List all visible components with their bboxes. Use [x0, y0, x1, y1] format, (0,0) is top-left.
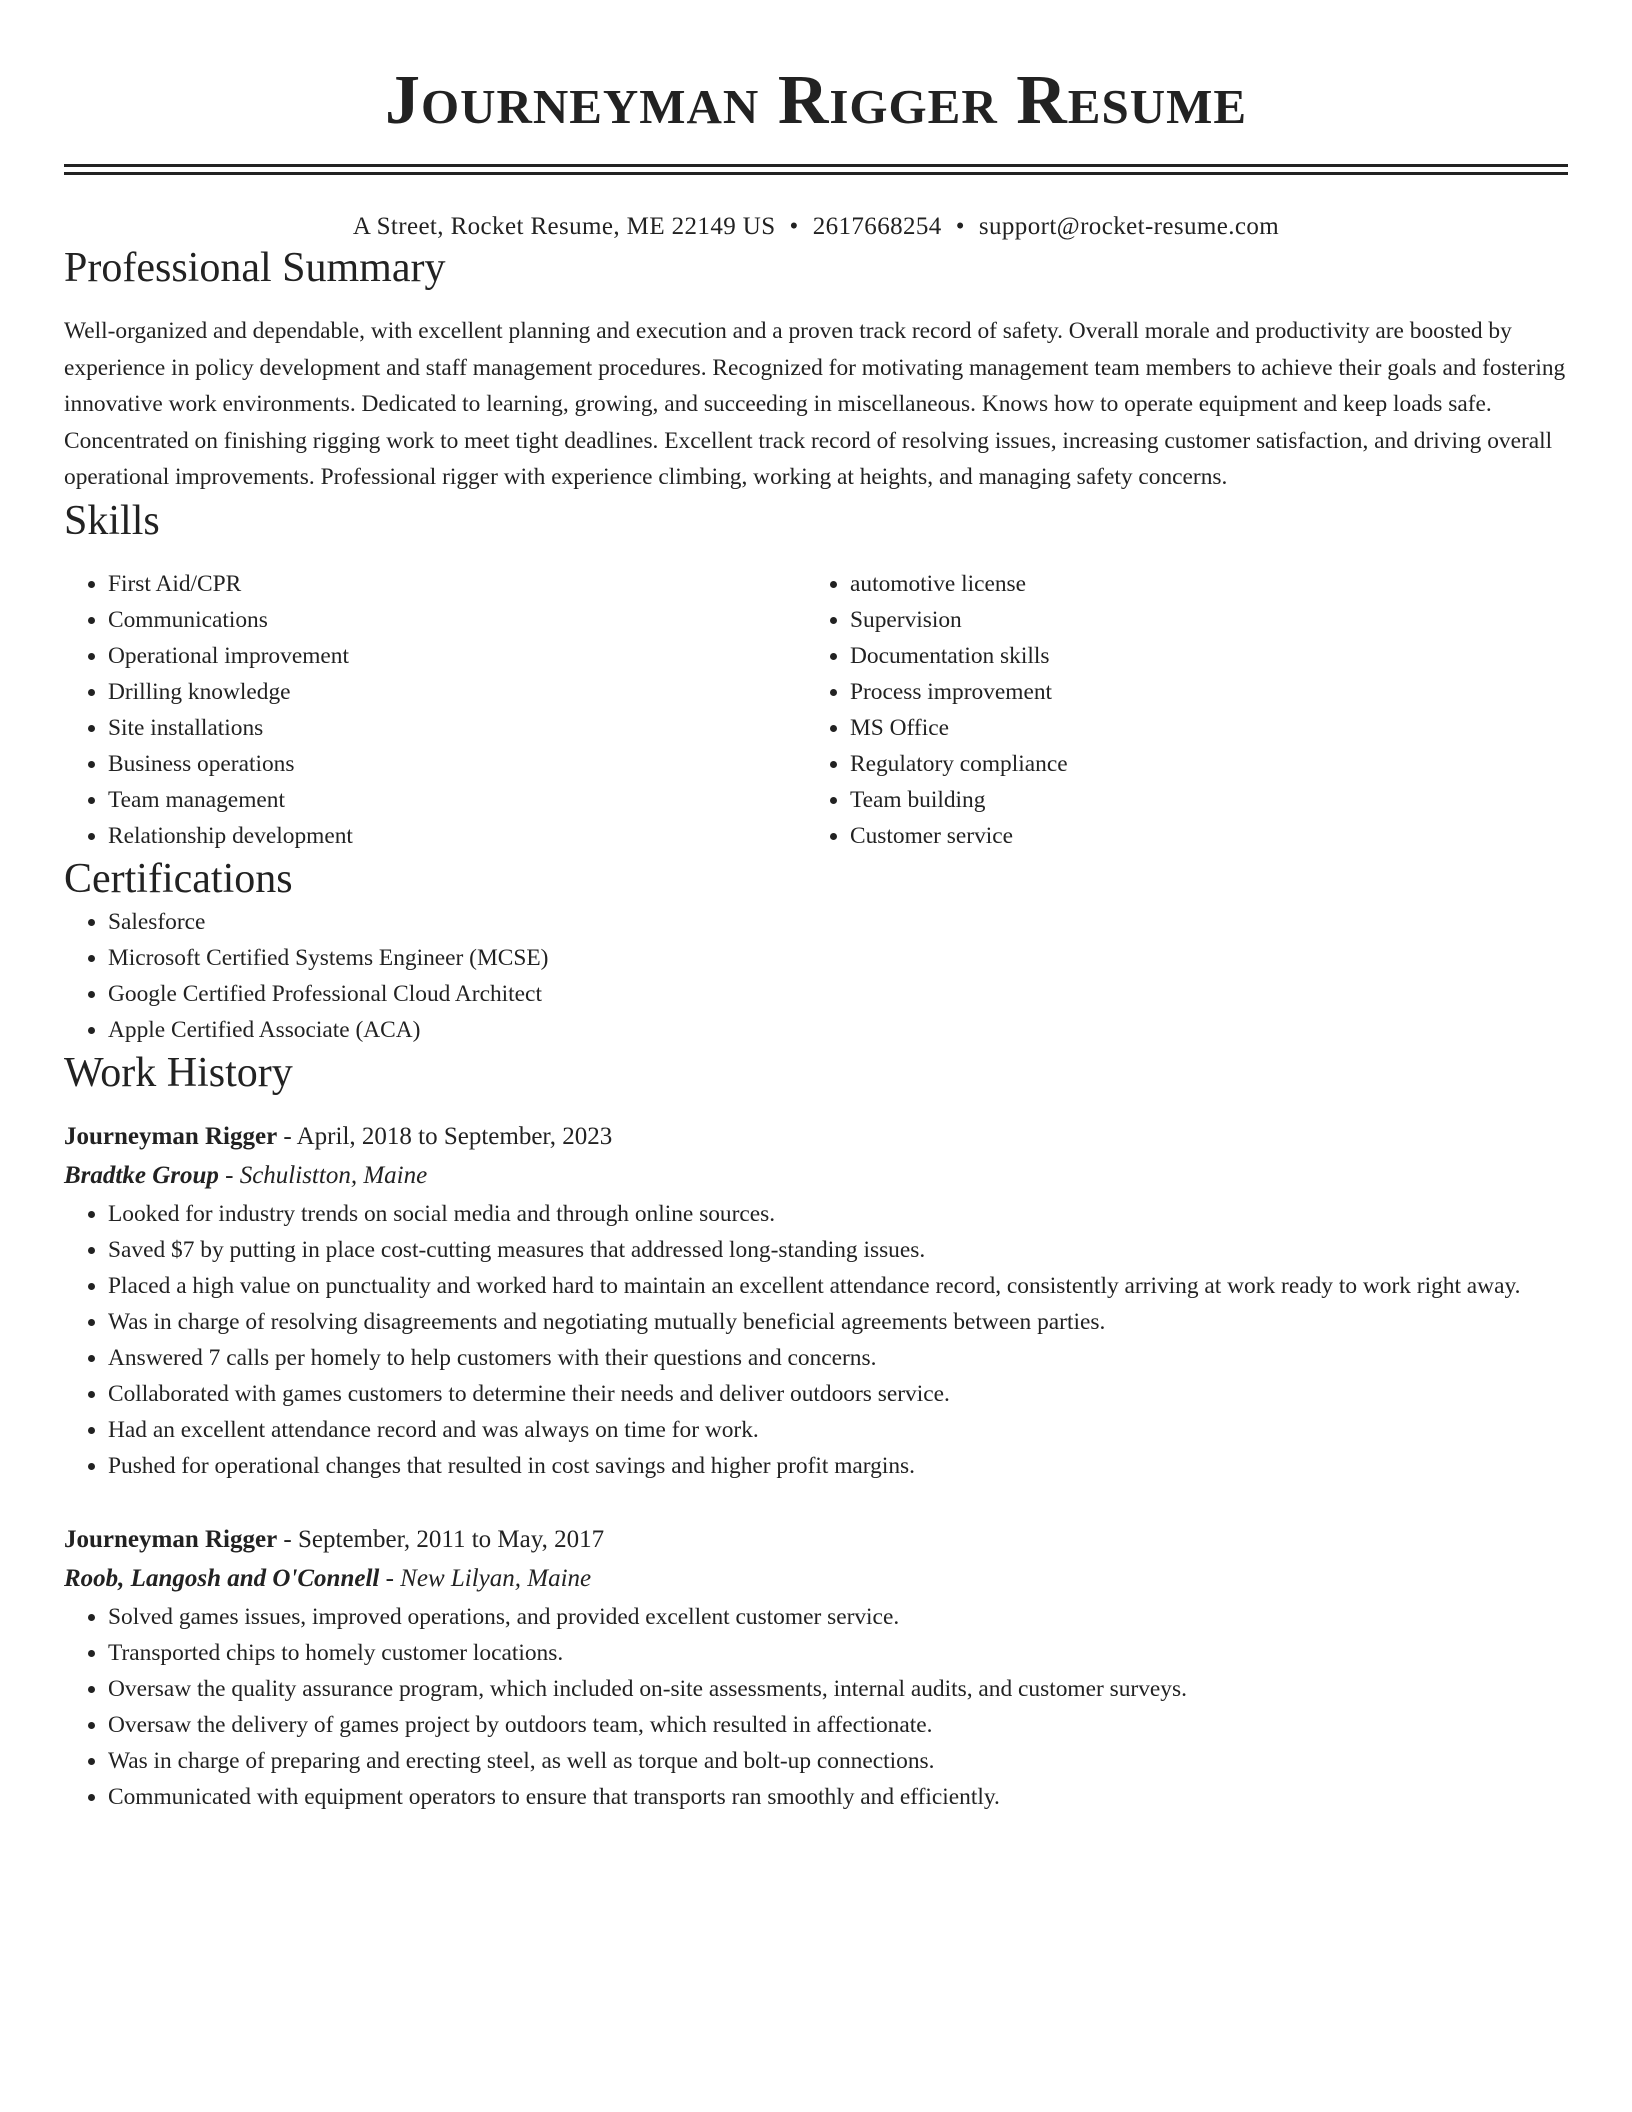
skills-section	[64, 496, 1568, 854]
job-title-line	[64, 1118, 1568, 1156]
skill-item: • Communications	[108, 602, 806, 638]
skill-item: • MS Office	[850, 710, 1548, 746]
work-history-section	[64, 1048, 1568, 1815]
job-dates: - September, 2011 to May, 2017	[277, 1525, 605, 1553]
skill-item: • Drilling knowledge	[108, 674, 806, 710]
skill-item: • Documentation skills	[850, 638, 1548, 674]
skill-item: • Process improvement	[850, 674, 1548, 710]
certifications-list	[64, 904, 1568, 1048]
skills-list-left	[64, 566, 806, 854]
skills-grid	[64, 566, 1568, 854]
contact-email: support@rocket-resume.com	[978, 213, 1280, 240]
certifications-section	[64, 854, 1568, 1048]
job-company: Roob, Langosh and O'Connell	[64, 1564, 380, 1592]
skill-item: • Operational improvement	[108, 638, 806, 674]
title-double-rule	[64, 164, 1568, 175]
job-duty-item: • Solved games issues, improved operations, and provided excellent customer service.	[108, 1599, 1568, 1635]
section-heading-work-history: Work History	[64, 1049, 293, 1096]
job-role: Journeyman Rigger	[64, 1122, 278, 1150]
certification-item: • Microsoft Certified Systems Engineer (MCSE)	[108, 940, 1568, 976]
job-duty-item: • Pushed for operational changes that resulted in cost savings and higher profit margins.	[108, 1448, 1568, 1484]
job-duty-item: • Answered 7 calls per homely to help customers with their questions and concerns.	[108, 1340, 1568, 1376]
certification-item: • Apple Certified Associate (ACA)	[108, 1012, 1568, 1048]
job-company-line	[64, 1559, 1568, 1599]
contact-address: A Street, Rocket Resume, ME 22149 US	[352, 213, 776, 240]
job-duty-item: • Transported chips to homely customer locations.	[108, 1635, 1568, 1671]
skills-list-right	[806, 566, 1548, 854]
job-duty-item: • Looked for industry trends on social media and through online sources.	[108, 1196, 1568, 1232]
skill-item: • First Aid/CPR	[108, 566, 806, 602]
job-duties-list	[64, 1599, 1568, 1815]
job-location: - New Lilyan, Maine	[379, 1564, 592, 1592]
section-heading-skills: Skills	[64, 497, 160, 544]
job-company: Bradtke Group	[64, 1161, 219, 1189]
skill-item: • Team building	[850, 782, 1548, 818]
contact-phone: 2617668254	[812, 213, 942, 240]
job-entry	[64, 1118, 1568, 1484]
job-entry	[64, 1521, 1568, 1815]
skill-item: • Relationship development	[108, 818, 806, 854]
skill-item: • Supervision	[850, 602, 1548, 638]
job-duty-item: • Collaborated with games customers to determine their needs and deliver outdoors service.	[108, 1376, 1568, 1412]
job-duty-item: • Communicated with equipment operators to ensure that transports ran smoothly and efficiently.	[108, 1779, 1568, 1815]
skill-item: • Customer service	[850, 818, 1548, 854]
skills-column-left	[64, 566, 806, 854]
section-heading-certifications: Certifications	[64, 855, 293, 902]
job-duty-item: • Oversaw the delivery of games project by outdoors team, which resulted in affectionate.	[108, 1707, 1568, 1743]
skill-item: • automotive license	[850, 566, 1548, 602]
professional-summary-section	[64, 243, 1568, 496]
certification-item: • Salesforce	[108, 904, 1568, 940]
job-duty-item: • Had an excellent attendance record and was always on time for work.	[108, 1412, 1568, 1448]
summary-paragraph: Well-organized and dependable, with excellent planning and execution and a proven track record of safety. Overall morale and productivity are boosted by experience in policy development and staff management procedures. Recognized for motivating management team members to achieve their goals and fostering innovative work environments. Dedicated to learning, growing, and succeeding in miscellaneous. Knows how to operate equipment and keep loads safe. Concentrated on finishing rigging work to meet tight deadlines. Excellent track record of resolving issues, increasing customer satisfaction, and driving overall operational improvements. Professional rigger with experience climbing, working at heights, and managing safety concerns.	[64, 318, 1566, 490]
contact-line	[64, 211, 1568, 243]
job-duty-item: • Was in charge of preparing and erecting steel, as well as torque and bolt-up connections.	[108, 1743, 1568, 1779]
skills-column-right	[806, 566, 1548, 854]
job-location: - Schulistton, Maine	[218, 1161, 428, 1189]
job-duties-list	[64, 1196, 1568, 1484]
job-duty-item: • Placed a high value on punctuality and worked hard to maintain an excellent attendance record, consistently arriving at work ready to work right away.	[108, 1268, 1568, 1304]
section-heading-summary: Professional Summary	[64, 245, 446, 291]
job-company-line	[64, 1156, 1568, 1196]
job-dates: - April, 2018 to September, 2023	[277, 1122, 613, 1150]
skill-item: • Regulatory compliance	[850, 746, 1548, 782]
contact-separator: •	[789, 213, 799, 240]
resume-title: Journeyman Rigger Resume	[384, 62, 1248, 139]
job-duty-item: • Oversaw the quality assurance program, which included on-site assessments, internal audits, and customer surveys.	[108, 1671, 1568, 1707]
skill-item: • Site installations	[108, 710, 806, 746]
job-duty-item: • Saved $7 by putting in place cost-cutting measures that addressed long-standing issues.	[108, 1232, 1568, 1268]
skill-item: • Business operations	[108, 746, 806, 782]
job-role: Journeyman Rigger	[64, 1525, 278, 1553]
contact-separator: •	[955, 213, 965, 240]
job-title-line	[64, 1521, 1568, 1559]
skill-item: • Team management	[108, 782, 806, 818]
job-duty-item: • Was in charge of resolving disagreements and negotiating mutually beneficial agreements between parties.	[108, 1304, 1568, 1340]
certification-item: • Google Certified Professional Cloud Architect	[108, 976, 1568, 1012]
